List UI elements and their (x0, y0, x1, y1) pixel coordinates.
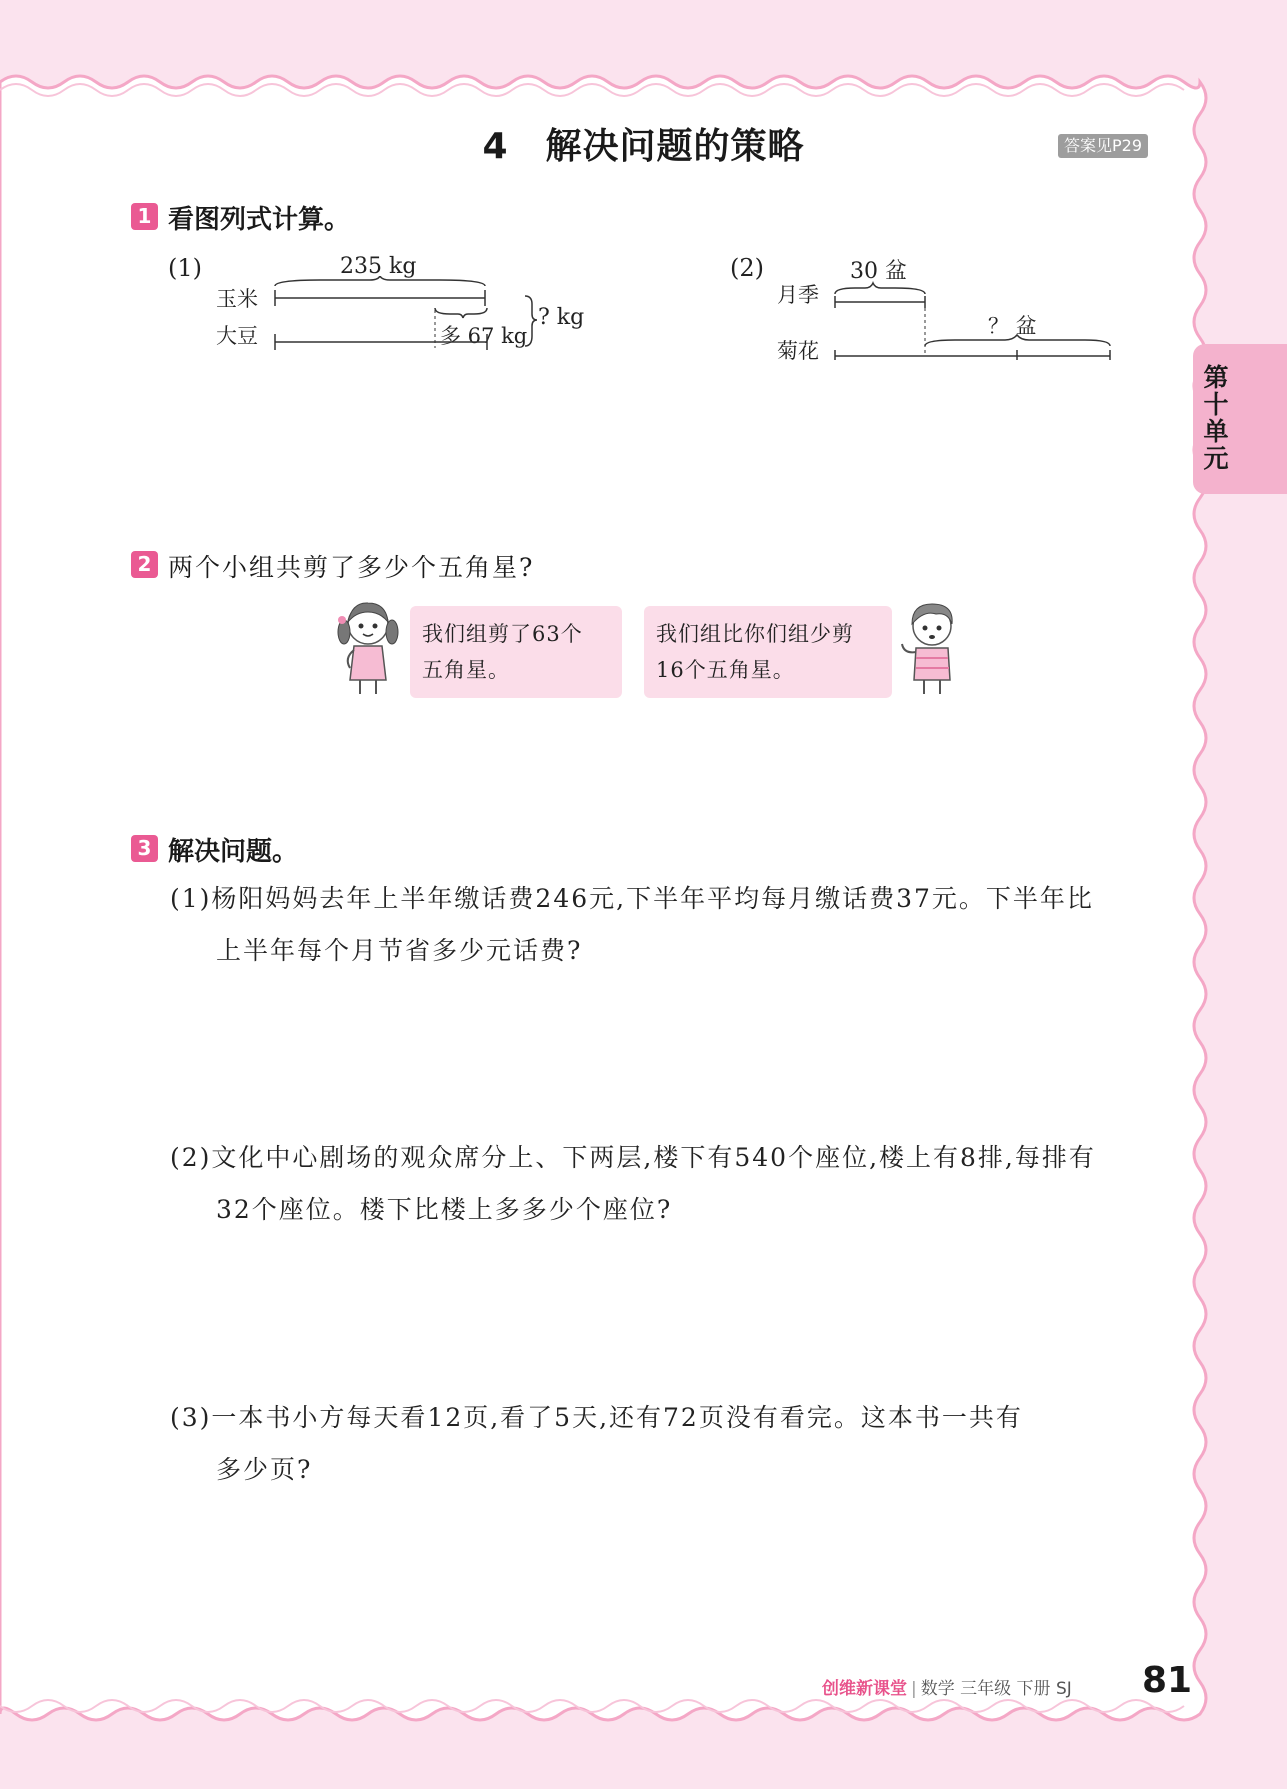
question-3-number: 3 (131, 835, 158, 862)
speech-bubble-left (410, 606, 622, 698)
problem-2 (170, 1132, 1170, 1236)
problem-3-line2: 多少页? (216, 1455, 313, 1484)
problem-3-line1: (3)一本书小方每天看12页,看了5天,还有72页没有看完。这本书一共有 (170, 1403, 1023, 1432)
question-3-prompt: 解决问题。 (168, 837, 299, 867)
boy-illustration (896, 598, 966, 696)
problem-1-line1: (1)杨阳妈妈去年上半年缴话费246元,下半年平均每月缴话费37元。下半年比 (170, 884, 1094, 913)
problem-1 (170, 873, 1170, 977)
problem-2-line2: 32个座位。楼下比楼上多多少个座位? (216, 1195, 673, 1224)
speech-bubble-right-line2: 16个五角星。 (656, 658, 795, 682)
question-1-number: 1 (131, 203, 158, 230)
diagram-1-top-value: 235 kg (340, 254, 417, 279)
speech-bubble-right-line1: 我们组比你们组少剪 (656, 622, 854, 646)
diagram-1-index: (1) (168, 254, 202, 282)
question-1-prompt: 看图列式计算。 (168, 205, 351, 235)
speech-bubble-left-line2: 五角星。 (422, 658, 510, 682)
problem-1-line2: 上半年每个月节省多少元话费? (216, 936, 583, 965)
footer-info (822, 1674, 1072, 1699)
answer-reference-badge: 答案见P29 (1058, 134, 1148, 158)
question-2-prompt: 两个小组共剪了多少个五角星? (168, 553, 535, 582)
diagram-1-bars (260, 276, 540, 352)
diagram-2-index: (2) (730, 254, 764, 282)
footer-book-info: 数学 三年级 下册 SJ (920, 1679, 1072, 1699)
footer-brand: 创维新课堂 (822, 1679, 907, 1699)
page-title: 4 解决问题的策略 (482, 126, 805, 167)
diagram-2-row2-label: 菊花 (777, 339, 819, 363)
speech-bubble-right (644, 606, 892, 698)
speech-bubble-left-line1: 我们组剪了63个 (422, 622, 583, 646)
problem-2-line1: (2)文化中心剧场的观众席分上、下两层,楼下有540个座位,楼上有8排,每排有 (170, 1143, 1096, 1172)
girl-illustration (332, 598, 402, 696)
diagram-2-bars (825, 280, 1115, 360)
diagram-1-diff-label: 多 67 kg (440, 324, 528, 348)
diagram-2-unknown-label: ？ 盆 (988, 314, 1037, 338)
footer-separator: | (911, 1679, 917, 1699)
diagram-1-row2-label: 大豆 (216, 324, 258, 348)
diagram-1-row1-label: 玉米 (216, 287, 258, 311)
diagram-2-row1-label: 月季 (777, 283, 819, 307)
diagram-1-total-label: ? kg (538, 305, 585, 330)
page-number: 81 (1142, 1660, 1193, 1701)
chapter-tab-label: 第十单元 (1203, 363, 1229, 473)
question-2-number: 2 (131, 551, 158, 578)
problem-3 (170, 1392, 1170, 1496)
diagram-2-top-value: 30 盆 (850, 259, 907, 284)
